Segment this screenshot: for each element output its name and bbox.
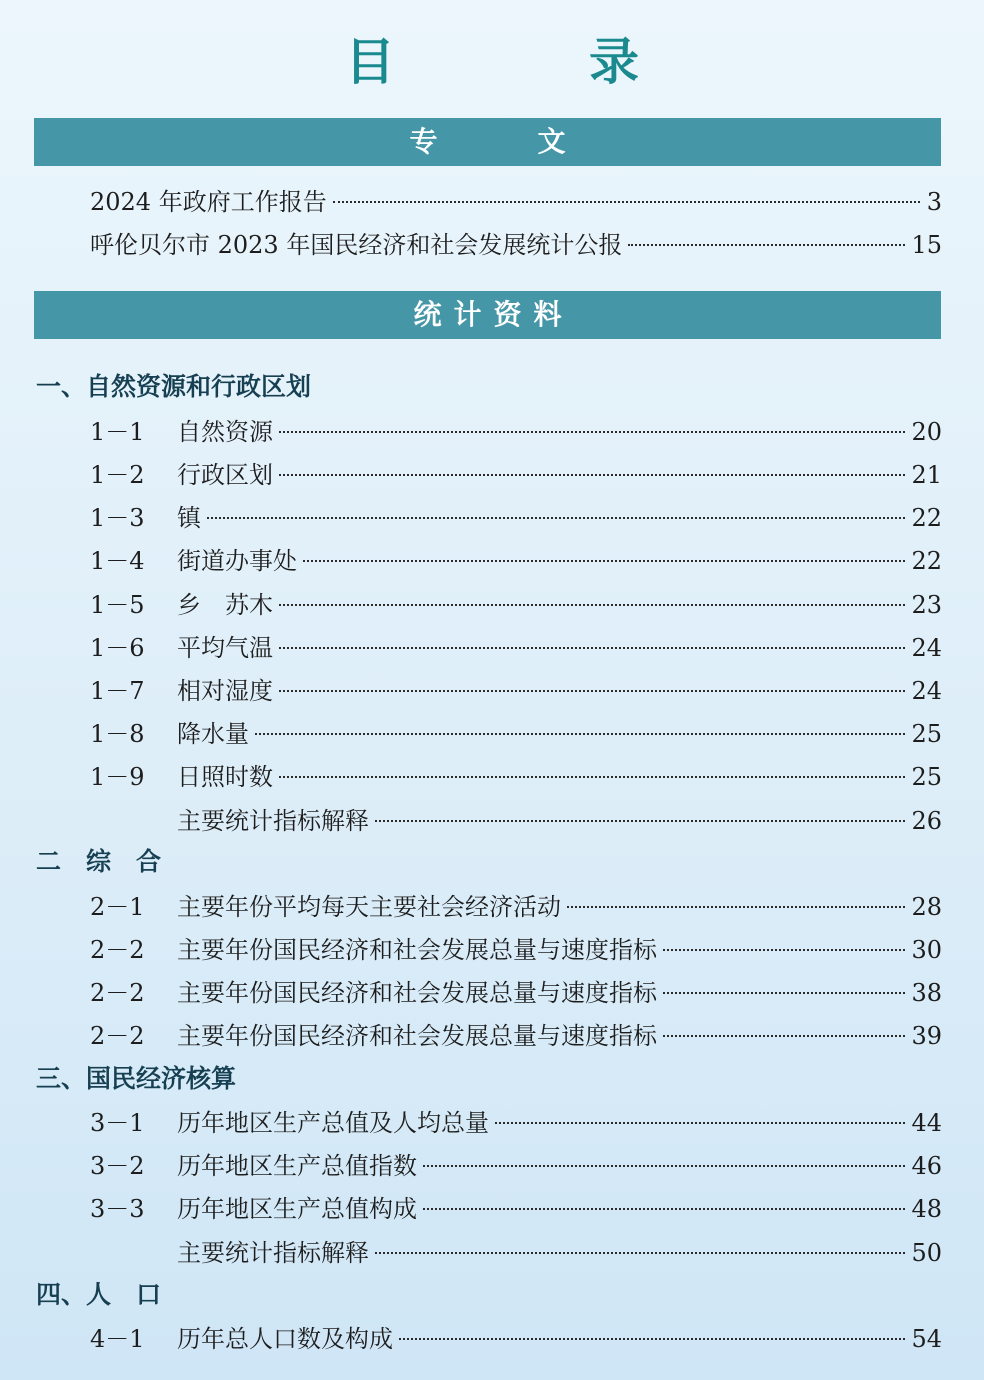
leader-dots [279, 690, 905, 692]
toc-page: 46 [911, 1152, 942, 1180]
toc-label: 自然资源 [177, 418, 273, 446]
leader-dots [399, 1338, 905, 1340]
leader-dots [423, 1208, 905, 1210]
section-heading-4: 四、人 口 [36, 1280, 162, 1309]
toc-number: 4－1 [90, 1325, 145, 1353]
toc-label: 行政区划 [177, 461, 273, 489]
section-heading-1: 一、自然资源和行政区划 [36, 372, 312, 401]
leader-dots [628, 244, 905, 246]
toc-number: 1－4 [90, 547, 145, 575]
toc-label: 街道办事处 [177, 547, 297, 575]
leader-dots [333, 201, 920, 203]
section-band-statistics: 统计资料 [34, 291, 941, 339]
toc-entry-special-1[interactable] [90, 186, 942, 218]
toc-label: 2024 年政府工作报告 [90, 188, 327, 216]
toc-page: 3 [926, 188, 942, 216]
leader-dots [663, 992, 905, 994]
toc-page: 22 [911, 547, 942, 575]
toc-page: 25 [911, 720, 942, 748]
toc-entry[interactable] [90, 891, 942, 923]
leader-dots [663, 949, 905, 951]
toc-number: 3－1 [90, 1109, 145, 1137]
toc-page: 48 [911, 1195, 942, 1223]
toc-entry[interactable] [90, 977, 942, 1009]
toc-page: 22 [911, 504, 942, 532]
toc-page: 23 [911, 591, 942, 619]
toc-page: 20 [911, 418, 942, 446]
toc-page: 30 [911, 936, 942, 964]
toc-page: 44 [911, 1109, 942, 1137]
toc-page: 26 [911, 807, 942, 835]
toc-entry[interactable] [90, 502, 942, 534]
toc-page: 24 [911, 677, 942, 705]
toc-entry[interactable] [90, 1193, 942, 1225]
leader-dots [279, 647, 905, 649]
toc-page: 38 [911, 979, 942, 1007]
toc-page: 15 [911, 231, 942, 259]
toc-number: 1－6 [90, 634, 145, 662]
toc-number: 2－2 [90, 1022, 145, 1050]
toc-number: 1－9 [90, 763, 145, 791]
toc-number: 2－2 [90, 936, 145, 964]
leader-dots [375, 820, 905, 822]
leader-dots [567, 906, 905, 908]
leader-dots [279, 776, 905, 778]
toc-number: 1－7 [90, 677, 145, 705]
section-heading-3: 三、国民经济核算 [36, 1064, 237, 1093]
toc-page: 24 [911, 634, 942, 662]
toc-number: 2－2 [90, 979, 145, 1007]
toc-number: 1－2 [90, 461, 145, 489]
toc-label: 镇 [177, 504, 201, 532]
leader-dots [255, 733, 905, 735]
toc-label: 主要年份平均每天主要社会经济活动 [177, 893, 561, 921]
toc-number: 1－1 [90, 418, 145, 446]
leader-dots [279, 431, 905, 433]
toc-label: 主要年份国民经济和社会发展总量与速度指标 [177, 979, 657, 1007]
leader-dots [279, 474, 905, 476]
leader-dots [495, 1122, 905, 1124]
toc-label: 日照时数 [177, 763, 273, 791]
toc-label: 历年地区生产总值及人均总量 [177, 1109, 489, 1137]
toc-label: 历年地区生产总值指数 [177, 1152, 417, 1180]
toc-entry[interactable] [90, 718, 942, 750]
toc-entry[interactable] [90, 459, 942, 491]
toc-entry[interactable] [90, 416, 942, 448]
toc-entry[interactable] [90, 934, 942, 966]
toc-entry[interactable] [90, 589, 942, 621]
toc-label: 平均气温 [177, 634, 273, 662]
toc-label: 主要统计指标解释 [177, 1239, 369, 1267]
page-title: 目 录 [345, 33, 711, 91]
toc-number: 1－3 [90, 504, 145, 532]
toc-number: 1－5 [90, 591, 145, 619]
toc-entry[interactable] [90, 632, 942, 664]
toc-entry[interactable] [90, 1237, 942, 1269]
toc-label: 主要年份国民经济和社会发展总量与速度指标 [177, 936, 657, 964]
toc-label: 历年总人口数及构成 [177, 1325, 393, 1353]
toc-entry[interactable] [90, 545, 942, 577]
toc-label: 呼伦贝尔市 2023 年国民经济和社会发展统计公报 [90, 231, 623, 259]
toc-label: 降水量 [177, 720, 249, 748]
toc-page: 25 [911, 763, 942, 791]
toc-label: 乡 苏木 [177, 591, 273, 619]
leader-dots [207, 517, 905, 519]
toc-number: 3－2 [90, 1152, 145, 1180]
toc-entry[interactable] [90, 1107, 942, 1139]
toc-number: 3－3 [90, 1195, 145, 1223]
toc-label: 相对湿度 [177, 677, 273, 705]
toc-entry[interactable] [90, 761, 942, 793]
toc-entry[interactable] [90, 805, 942, 837]
toc-entry[interactable] [90, 1323, 942, 1355]
toc-page: 50 [911, 1239, 942, 1267]
toc-page: 39 [911, 1022, 942, 1050]
section-band-special: 专文 [34, 118, 941, 166]
toc-label: 主要统计指标解释 [177, 807, 369, 835]
section-heading-2: 二 综 合 [36, 847, 162, 876]
leader-dots [663, 1035, 905, 1037]
toc-number: 2－1 [90, 893, 145, 921]
toc-number: 1－8 [90, 720, 145, 748]
toc-label: 历年地区生产总值构成 [177, 1195, 417, 1223]
toc-page: 54 [911, 1325, 942, 1353]
toc-entry[interactable] [90, 675, 942, 707]
toc-page: 28 [911, 893, 942, 921]
leader-dots [375, 1252, 905, 1254]
toc-entry[interactable] [90, 1020, 942, 1052]
toc-entry-special-2[interactable] [90, 229, 942, 261]
leader-dots [303, 560, 905, 562]
toc-entry[interactable] [90, 1150, 942, 1182]
toc-label: 主要年份国民经济和社会发展总量与速度指标 [177, 1022, 657, 1050]
leader-dots [279, 604, 905, 606]
leader-dots [423, 1165, 905, 1167]
toc-page: 21 [911, 461, 942, 489]
